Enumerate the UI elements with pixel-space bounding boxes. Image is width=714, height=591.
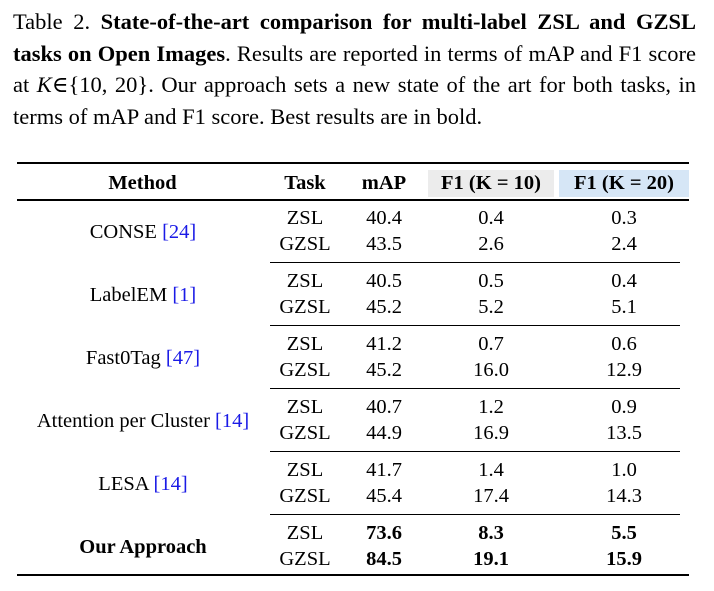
zsl-f1-k10-cell: 1.4 xyxy=(478,459,504,481)
gzsl-task-cell: GZSL xyxy=(279,422,331,444)
caption-math-var: K xyxy=(36,72,52,97)
method-cell xyxy=(18,282,268,309)
method-name: LabelEM xyxy=(89,284,168,306)
gzsl-f1-k10-cell: 19.1 xyxy=(473,548,509,570)
zsl-map-cell: 40.4 xyxy=(366,207,402,229)
gzsl-f1-k20-cell: 13.5 xyxy=(606,422,642,444)
zsl-task-cell: ZSL xyxy=(286,459,324,481)
caption-text-1: . Results are reported in terms of mAP and F1 score at xyxy=(13,40,696,97)
zsl-task-cell: ZSL xyxy=(286,396,324,418)
zsl-map-cell: 41.7 xyxy=(366,459,402,481)
caption-math-set: ∈{10, 20} xyxy=(51,72,149,97)
gzsl-task-cell: GZSL xyxy=(279,296,331,318)
gzsl-f1-k20-cell: 12.9 xyxy=(606,359,642,381)
citation-link[interactable]: [1] xyxy=(172,284,197,306)
table-caption xyxy=(13,6,696,132)
caption-text-2: . Our approach sets a new state of the art for both tasks, in terms of mAP and F1 score. Best results are in bold. xyxy=(13,72,696,129)
gzsl-task-cell: GZSL xyxy=(279,548,331,570)
header-f1-k20: F1 (K = 20) xyxy=(574,172,674,194)
zsl-f1-k10-cell: 1.2 xyxy=(478,396,504,418)
gzsl-map-cell: 45.4 xyxy=(366,485,402,507)
caption-label: Table 2. xyxy=(13,9,91,34)
row-separator xyxy=(270,514,680,515)
zsl-f1-k10-cell: 0.5 xyxy=(478,270,504,292)
gzsl-f1-k20-cell: 2.4 xyxy=(611,233,637,255)
row-separator xyxy=(270,262,680,263)
row-separator xyxy=(270,388,680,389)
gzsl-map-cell: 44.9 xyxy=(366,422,402,444)
zsl-map-cell: 40.5 xyxy=(366,270,402,292)
zsl-f1-k10-cell: 0.4 xyxy=(478,207,504,229)
method-cell xyxy=(18,219,268,246)
method-name: LESA xyxy=(98,473,149,495)
citation-link[interactable]: [14] xyxy=(215,410,250,432)
gzsl-f1-k10-cell: 16.9 xyxy=(473,422,509,444)
row-separator xyxy=(270,325,680,326)
zsl-task-cell: ZSL xyxy=(286,522,324,544)
method-name: Our Approach xyxy=(79,536,207,558)
zsl-task-cell: ZSL xyxy=(286,333,324,355)
method-name: Attention per Cluster xyxy=(36,410,210,432)
zsl-f1-k10-cell: 0.7 xyxy=(478,333,504,355)
gzsl-map-cell: 43.5 xyxy=(366,233,402,255)
gzsl-f1-k20-cell: 15.9 xyxy=(606,548,642,570)
gzsl-f1-k10-cell: 17.4 xyxy=(473,485,509,507)
header-rule xyxy=(17,199,689,201)
method-cell xyxy=(18,471,268,498)
header-f1-k10: F1 (K = 10) xyxy=(441,172,541,194)
row-separator xyxy=(270,451,680,452)
citation-link[interactable]: [24] xyxy=(162,221,197,243)
citation-link[interactable]: [14] xyxy=(153,473,188,495)
zsl-f1-k10-cell: 8.3 xyxy=(478,522,504,544)
method-cell xyxy=(18,345,268,372)
top-rule xyxy=(17,162,689,164)
gzsl-f1-k20-cell: 5.1 xyxy=(611,296,637,318)
gzsl-task-cell: GZSL xyxy=(279,233,331,255)
caption-title: State-of-the-art comparison for multi-label ZSL and GZSL tasks on Open Images xyxy=(13,9,696,66)
gzsl-f1-k10-cell: 2.6 xyxy=(478,233,504,255)
gzsl-f1-k20-cell: 14.3 xyxy=(606,485,642,507)
zsl-f1-k20-cell: 0.9 xyxy=(611,396,637,418)
gzsl-map-cell: 45.2 xyxy=(366,359,402,381)
header-map: mAP xyxy=(361,172,407,194)
method-name: Fast0Tag xyxy=(85,347,161,369)
gzsl-f1-k10-cell: 16.0 xyxy=(473,359,509,381)
citation-link[interactable]: [47] xyxy=(165,347,201,369)
zsl-map-cell: 73.6 xyxy=(366,522,402,544)
zsl-f1-k20-cell: 0.3 xyxy=(611,207,637,229)
zsl-map-cell: 40.7 xyxy=(366,396,402,418)
zsl-f1-k20-cell: 5.5 xyxy=(611,522,637,544)
header-method: Method xyxy=(108,172,177,194)
zsl-f1-k20-cell: 1.0 xyxy=(611,459,637,481)
zsl-map-cell: 41.2 xyxy=(366,333,402,355)
method-cell xyxy=(18,408,268,435)
method-name: CONSE xyxy=(89,221,157,243)
gzsl-task-cell: GZSL xyxy=(279,485,331,507)
zsl-task-cell: ZSL xyxy=(286,207,324,229)
gzsl-f1-k10-cell: 5.2 xyxy=(478,296,504,318)
gzsl-task-cell: GZSL xyxy=(279,359,331,381)
gzsl-map-cell: 45.2 xyxy=(366,296,402,318)
method-cell xyxy=(18,534,268,561)
bottom-rule xyxy=(17,574,689,576)
gzsl-map-cell: 84.5 xyxy=(366,548,402,570)
zsl-f1-k20-cell: 0.4 xyxy=(611,270,637,292)
zsl-f1-k20-cell: 0.6 xyxy=(611,333,637,355)
zsl-task-cell: ZSL xyxy=(286,270,324,292)
header-task: Task xyxy=(284,172,326,194)
